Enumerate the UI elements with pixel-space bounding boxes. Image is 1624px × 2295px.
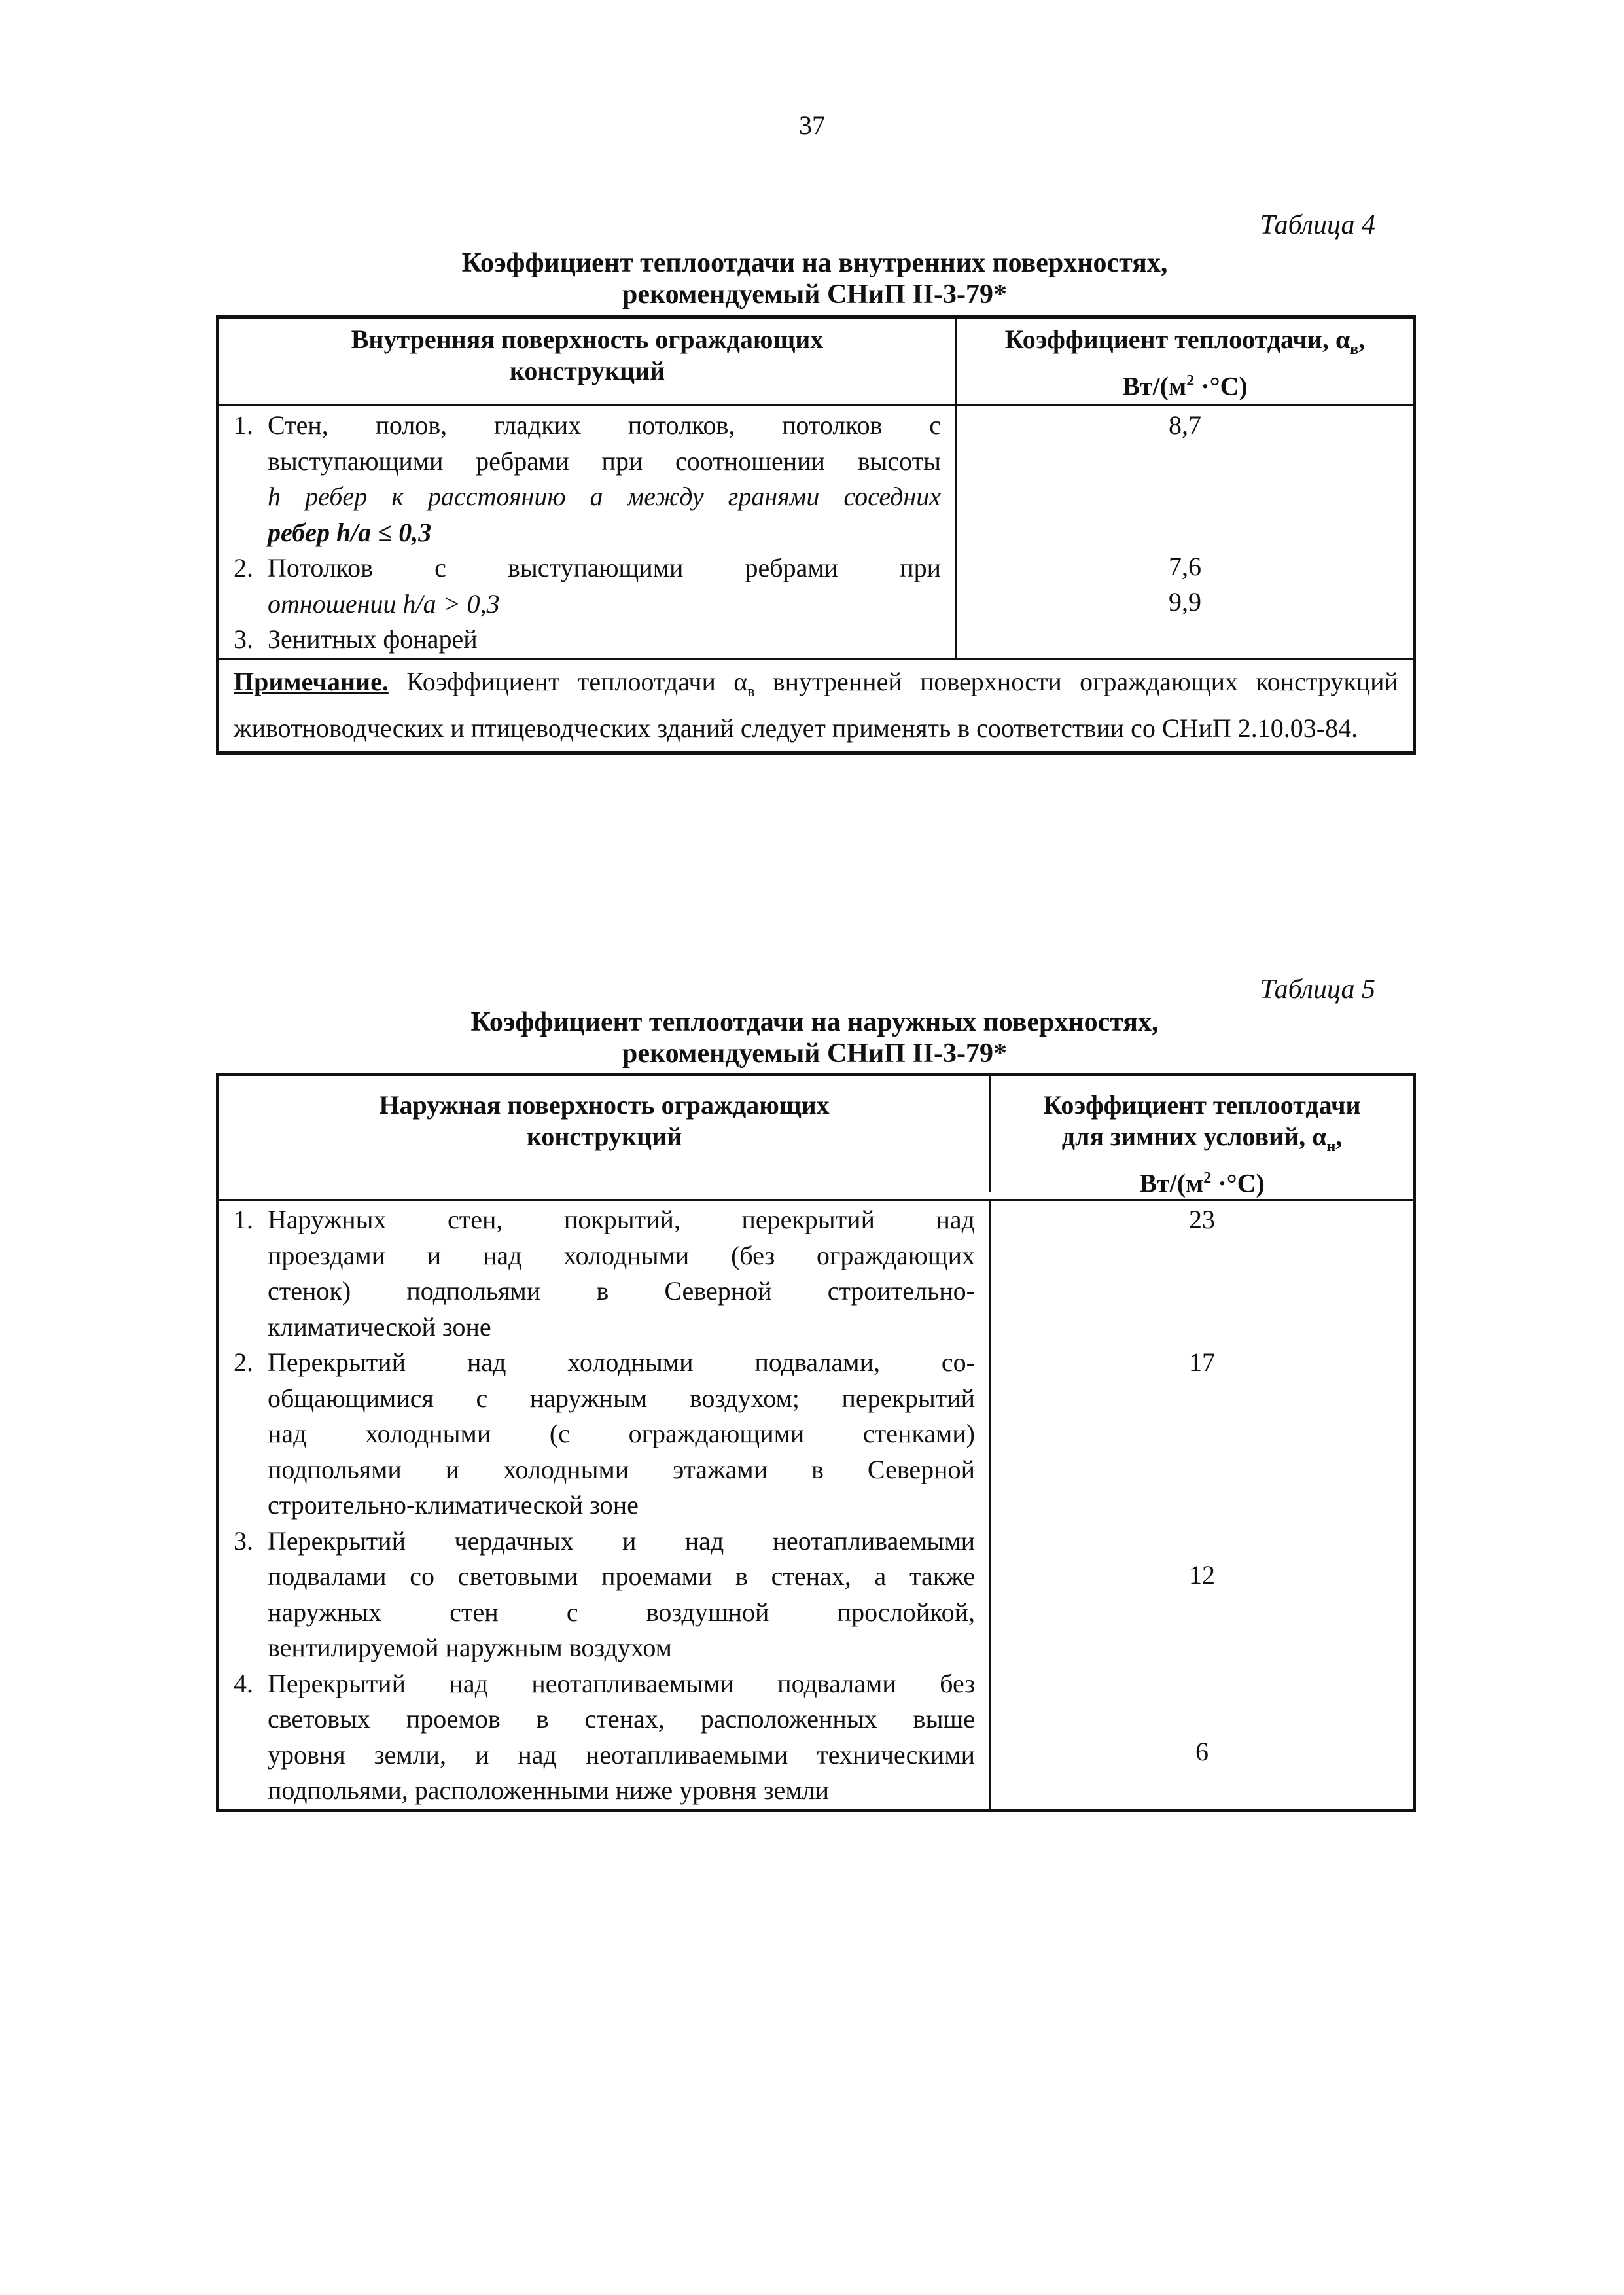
- row-line: наружных стен с воздушной прослойкой,: [268, 1597, 975, 1627]
- table4-row-3: [234, 622, 941, 658]
- row-number: 2.: [234, 553, 253, 583]
- table5-value-1: 23: [1189, 1205, 1215, 1235]
- row-line: подвалами со световыми проемами в стенах, а также: [268, 1561, 975, 1592]
- row-line: подпольями, расположенными ниже уровня земли: [268, 1775, 830, 1806]
- row-line: Зенитных фонарей: [268, 624, 478, 654]
- row-number: 1.: [234, 410, 253, 440]
- table5-value-2: 17: [1189, 1347, 1215, 1378]
- table5-row-1: [234, 1202, 975, 1345]
- note-text-post: внутренней поверхности ограждающих конструкций животноводческих и птицеводческих зданий следует применять в соответствии со СНиП 2.10.03-84.: [234, 666, 1398, 743]
- row-line: Перекрытий над холодными подвалами, со-: [268, 1347, 975, 1378]
- row-number: 2.: [234, 1347, 253, 1378]
- row-line: Потолков с выступающими ребрами при: [268, 553, 941, 583]
- row-text: [268, 550, 941, 622]
- table5-header-right-line2: для зимних условий, $\alpha_н$,: [1061, 1122, 1343, 1155]
- table4-value-1: 8,7: [1169, 410, 1201, 440]
- row-line: Наружных стен, покрытий, перекрытий над: [268, 1205, 975, 1235]
- row-line: Перекрытий над неотапливаемыми подвалами без: [268, 1668, 975, 1698]
- table4-label: Таблица 4: [1260, 210, 1375, 240]
- table4-note: [219, 658, 1413, 751]
- table5-body-right: [991, 1201, 1413, 1809]
- table5-label: Таблица 5: [1260, 974, 1375, 1005]
- table4-body: [219, 406, 1413, 658]
- row-number: 3.: [234, 1525, 253, 1556]
- row-number: 3.: [234, 624, 253, 654]
- table5: [216, 1073, 1416, 1812]
- table4-value-3: 9,9: [1169, 587, 1201, 617]
- row-line: уровня земли, и над неотапливаемыми техническими: [268, 1739, 975, 1770]
- row-line: вентилируемой наружным воздухом: [268, 1633, 672, 1663]
- table5-header-right-line3: $Вт/(м^2 \cdot^\circ С)$: [1139, 1168, 1265, 1198]
- row-text: [268, 1666, 975, 1809]
- page-number: 37: [799, 111, 825, 140]
- row-line: общающимися с наружным воздухом; перекрытий: [268, 1383, 975, 1413]
- row-line: Перекрытий чердачных и над неотапливаемыми: [268, 1525, 975, 1556]
- row-line: климатической зоне: [268, 1311, 491, 1342]
- table4-body-left: [219, 406, 957, 658]
- table5-header-right: [991, 1076, 1413, 1199]
- row-number: 4.: [234, 1668, 253, 1698]
- note-text-pre: Коэффициент теплоотдачи α: [388, 666, 748, 696]
- note-label: Примечание.: [234, 666, 389, 696]
- table4-title-line2: рекомендуемый СНиП II-3-79*: [622, 279, 1008, 310]
- table4-header-left-line2: конструкций: [509, 356, 665, 385]
- table5-body: [219, 1201, 1413, 1809]
- row-line: выступающими ребрами при соотношении высоты: [268, 446, 941, 476]
- table5-title-line2: рекомендуемый СНиП II-3-79*: [622, 1039, 1008, 1069]
- table5-title: [216, 1006, 1413, 1069]
- table4-header-right-line2: $Вт/(м^2 \cdot^\circ С)$: [1122, 371, 1248, 401]
- table5-header-left: [219, 1076, 991, 1192]
- row-text: [268, 1345, 975, 1523]
- row-line: отношении h/a > 0,3: [268, 588, 500, 618]
- table5-title-line1: Коэффициент теплоотдачи на наружных поверхностях,: [470, 1007, 1159, 1037]
- row-line: стенок) подпольями в Северной строительно-: [268, 1276, 975, 1306]
- table4-header-right: [957, 319, 1413, 404]
- table4-title: [216, 247, 1413, 310]
- table4-header-row: [219, 319, 1413, 406]
- row-number: 1.: [234, 1205, 253, 1235]
- row-line: подпольями и холодными этажами в Северной: [268, 1454, 975, 1484]
- table4-value-2: 7,6: [1169, 552, 1201, 582]
- row-line: строительно-климатической зоне: [268, 1490, 639, 1520]
- table5-header-left-line1: Наружная поверхность ограждающих: [379, 1090, 830, 1120]
- table5-value-4: 6: [1195, 1737, 1209, 1767]
- table5-header-right-line1: Коэффициент теплоотдачи: [1043, 1090, 1361, 1120]
- table5-header-row: [219, 1076, 1413, 1201]
- row-line: Стен, полов, гладких потолков, потолков с: [268, 410, 941, 440]
- row-line: ребер h/a ≤ 0,3: [268, 517, 432, 547]
- row-text: [268, 622, 941, 658]
- row-line: над холодными (с ограждающими стенками): [268, 1419, 975, 1449]
- table5-row-3: [234, 1523, 975, 1666]
- table4-title-line1: Коэффициент теплоотдачи на внутренних поверхностях,: [461, 248, 1168, 278]
- table5-header-left-line2: конструкций: [526, 1122, 682, 1151]
- note-sub: в: [747, 683, 755, 700]
- table5-row-4: [234, 1666, 975, 1809]
- row-line: проездами и над холодными (без ограждающих: [268, 1240, 975, 1270]
- table5-row-2: [234, 1345, 975, 1523]
- table4-header-left-line1: Внутренняя поверхность ограждающих: [351, 325, 824, 354]
- row-text: [268, 408, 941, 550]
- table4-row-2: [234, 550, 941, 622]
- table4: [216, 315, 1416, 755]
- table4-row-1: [234, 408, 941, 550]
- row-line: световых проемов в стенах, расположенных выше: [268, 1704, 975, 1734]
- table5-body-left: [219, 1201, 991, 1809]
- table5-value-3: 12: [1189, 1560, 1215, 1590]
- table4-header-right-line1: Коэффициент теплоотдачи, $\alpha_в$,: [1004, 325, 1366, 358]
- row-text: [268, 1523, 975, 1666]
- row-text: [268, 1202, 975, 1345]
- row-line: h ребер к расстоянию a между гранями соседних: [268, 482, 941, 512]
- table4-body-right: [957, 406, 1413, 658]
- table4-header-left: [219, 319, 957, 404]
